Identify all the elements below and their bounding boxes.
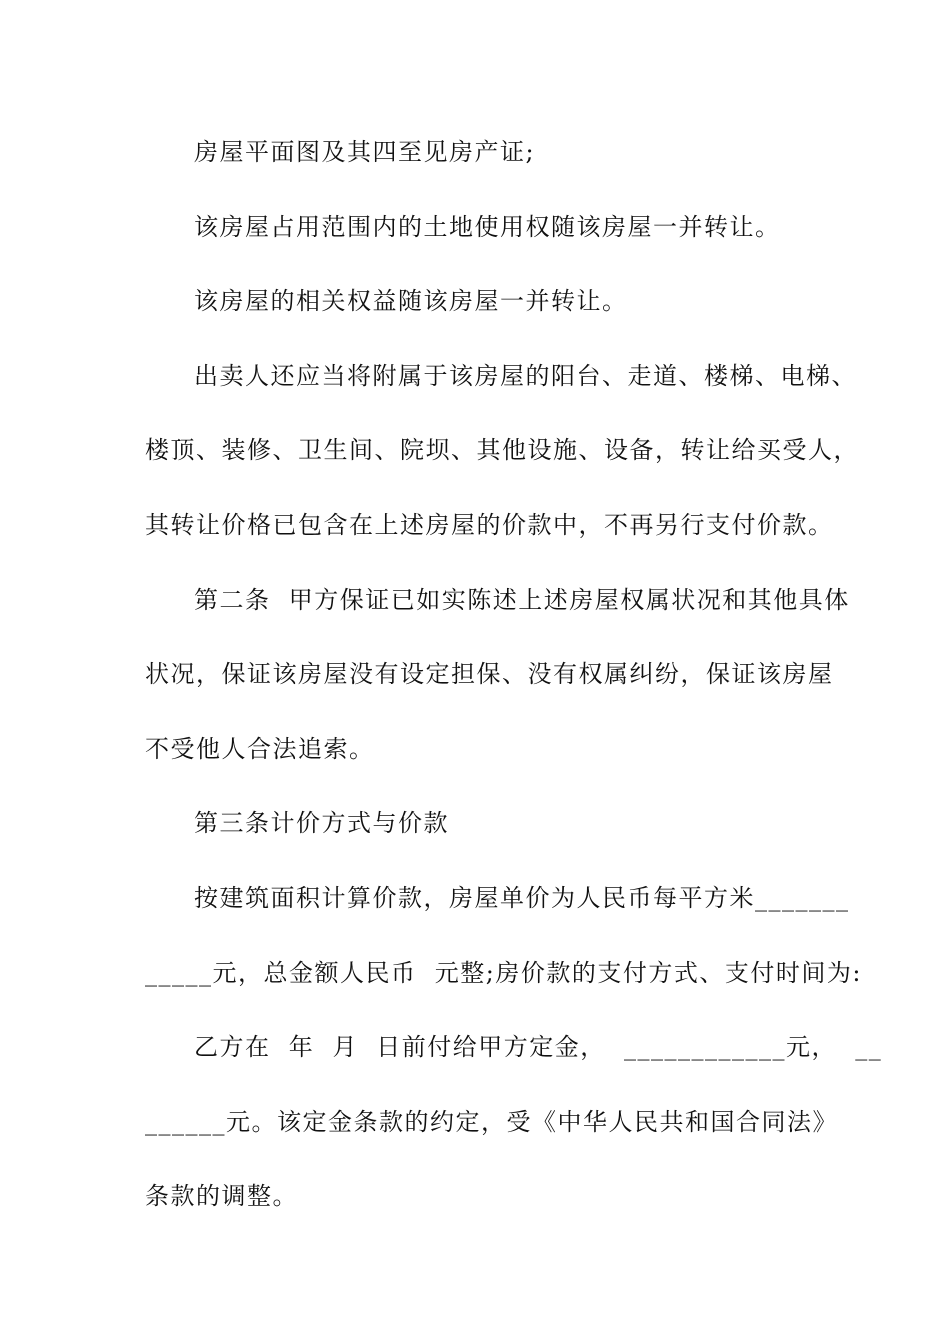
text-line: 房屋平面图及其四至见房产证;	[194, 138, 536, 166]
text-line: 该房屋占用范围内的土地使用权随该房屋一并转让。	[194, 213, 781, 241]
text-line: ______元。该定金条款的约定，受《中华人民共和国合同法》	[145, 1108, 838, 1136]
text-line: 其转让价格已包含在上述房屋的价款中，不再另行支付价款。	[145, 511, 834, 539]
text-line: 不受他人合法追索。	[145, 735, 375, 763]
text-line: 第二条 甲方保证已如实陈述上述房屋权属状况和其他具体	[194, 586, 850, 614]
text-line: 该房屋的相关权益随该房屋一并转让。	[194, 287, 628, 315]
text-line: 状况，保证该房屋没有设定担保、没有权属纠纷，保证该房屋	[145, 660, 834, 688]
section-heading: 第三条计价方式与价款	[194, 809, 449, 837]
text-line: 乙方在 年 月 日前付给甲方定金， ____________元， __	[194, 1033, 883, 1061]
text-line: 按建筑面积计算价款，房屋单价为人民币每平方米_______	[194, 884, 850, 912]
text-line: 条款的调整。	[145, 1182, 298, 1210]
text-line: _____元，总金额人民币 元整;房价款的支付方式、支付时间为:	[145, 959, 862, 987]
text-line: 出卖人还应当将附属于该房屋的阳台、走道、楼梯、电梯、	[194, 362, 857, 390]
text-line: 楼顶、装修、卫生间、院坝、其他设施、设备，转让给买受人，	[145, 436, 859, 464]
